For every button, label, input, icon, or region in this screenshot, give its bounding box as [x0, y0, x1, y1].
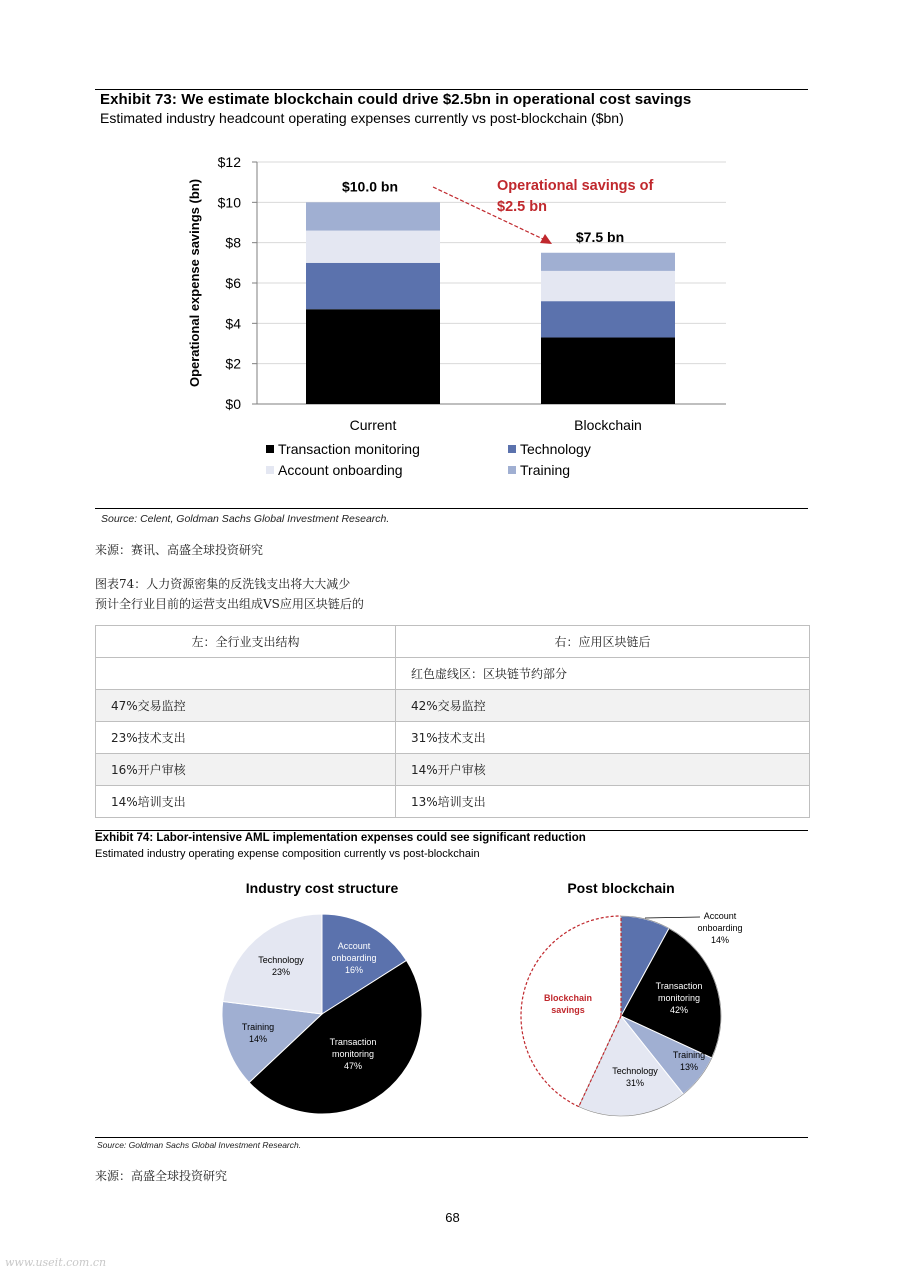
slice-label: Technology	[612, 1066, 658, 1076]
exhibit74-rule	[95, 830, 808, 831]
slice-label: 23%	[271, 967, 291, 977]
y-tick-label: $10	[217, 194, 241, 211]
table-cell-right: 14%开户审核	[396, 754, 810, 786]
total-data-label: $7.5 bn	[575, 228, 625, 245]
y-tick-label: $8	[225, 234, 241, 251]
slice-label: Training	[241, 1022, 275, 1032]
table-header-right: 右：应用区块链后	[396, 626, 810, 658]
legend-swatch	[266, 466, 274, 474]
table-header-row	[96, 626, 810, 658]
cn-exhibit74-subtitle: 预计全行业目前的运营支出组成VS应用区块链后的	[95, 597, 364, 611]
slice-label: 31%	[625, 1078, 645, 1088]
table-row	[96, 722, 810, 754]
watermark: www.useit.com.cn	[5, 1256, 107, 1269]
exhibit73-source: Source: Celent, Goldman Sachs Global Investment Research.	[101, 513, 390, 525]
stacked-bar-chart	[0, 0, 905, 500]
slice-label: 47%	[343, 1061, 363, 1071]
table-cell-left: 23%技术支出	[96, 722, 396, 754]
savings-label: Blockchain	[543, 993, 593, 1003]
legend-label: Technology	[520, 441, 591, 457]
table-cell-right: 13%培训支出	[396, 786, 810, 818]
bar-segment	[306, 263, 440, 309]
slice-label: monitoring	[331, 1049, 375, 1059]
y-tick-label: $2	[225, 355, 241, 372]
table-cell-left: 47%交易监控	[96, 690, 396, 722]
slice-label: Transaction	[329, 1037, 377, 1047]
legend-label: Account onboarding	[278, 462, 403, 478]
legend-swatch	[508, 445, 516, 453]
savings-annotation-line1: Operational savings of	[497, 178, 654, 194]
slice-label: 14%	[248, 1034, 268, 1044]
total-data-label: $10.0 bn	[341, 178, 399, 195]
slice-label: 14%	[710, 935, 730, 945]
slice-label: Training	[672, 1050, 706, 1060]
table-note-right: 红色虚线区：区块链节约部分	[396, 658, 810, 690]
legend-label: Training	[520, 462, 571, 478]
page-number: 68	[445, 1210, 460, 1225]
exhibit74-subtitle: Estimated industry operating expense composition currently vs post-blockchain	[95, 848, 480, 860]
exhibit73-subtitle: Estimated industry headcount operating expenses currently vs post-blockchain ($bn)	[100, 110, 624, 126]
exhibit73-title: Exhibit 73: We estimate blockchain could drive $2.5bn in operational cost savings	[100, 91, 692, 108]
slice-label: Technology	[258, 955, 304, 965]
savings-label: savings	[551, 1005, 585, 1015]
cn-exhibit74-title: 图表74：人力资源密集的反洗钱支出将大大减少	[95, 577, 351, 591]
table-cell-right: 31%技术支出	[396, 722, 810, 754]
bar-segment	[541, 337, 675, 404]
legend-swatch	[508, 466, 516, 474]
bar-segment	[541, 253, 675, 271]
table-row	[96, 754, 810, 786]
source-rule	[95, 508, 808, 509]
x-tick-label: Blockchain	[574, 417, 642, 433]
y-tick-label: $0	[225, 396, 241, 412]
table-note-row	[96, 658, 810, 690]
pie2-title: Post blockchain	[567, 880, 675, 896]
callout-line	[645, 917, 700, 918]
slice-label: monitoring	[657, 993, 701, 1003]
table-header-left: 左：全行业支出结构	[96, 626, 396, 658]
slice-label: Transaction	[655, 981, 703, 991]
slice-label: onboarding	[331, 953, 377, 963]
comparison-table	[95, 625, 810, 818]
bar-segment	[306, 231, 440, 263]
cn-source-73: 来源：赛讯、高盛全球投资研究	[95, 543, 264, 557]
x-tick-label: Current	[349, 417, 397, 433]
table-row	[96, 786, 810, 818]
exhibit74-source-rule	[95, 1137, 808, 1138]
table-cell-left: 14%培训支出	[96, 786, 396, 818]
y-axis-label: Operational expense savings (bn)	[187, 178, 202, 388]
table-cell-right: 42%交易监控	[396, 690, 810, 722]
legend-swatch	[266, 445, 274, 453]
pie-charts	[0, 860, 905, 1130]
table-row	[96, 690, 810, 722]
bar-segment	[541, 271, 675, 301]
slice-label: onboarding	[697, 923, 743, 933]
pie1-title: Industry cost structure	[245, 880, 399, 896]
slice-label: 42%	[669, 1005, 689, 1015]
slice-label: Account	[703, 911, 737, 921]
y-tick-label: $12	[217, 154, 241, 170]
slice-label: 16%	[344, 965, 364, 975]
bar-segment	[306, 309, 440, 404]
savings-annotation-line2: $2.5 bn	[497, 199, 547, 215]
table-note-left	[96, 658, 396, 690]
cn-source-74: 来源：高盛全球投资研究	[95, 1169, 228, 1183]
exhibit74-title: Exhibit 74: Labor-intensive AML implementation expenses could see significant reduction	[95, 832, 586, 844]
slice-label: 13%	[679, 1062, 699, 1072]
slice-label: Account	[337, 941, 371, 951]
exhibit74-source: Source: Goldman Sachs Global Investment Research.	[97, 1140, 302, 1150]
table-cell-left: 16%开户审核	[96, 754, 396, 786]
bar-segment	[541, 301, 675, 337]
bar-segment	[306, 202, 440, 230]
y-tick-label: $6	[225, 275, 241, 291]
legend-label: Transaction monitoring	[278, 441, 420, 457]
y-tick-label: $4	[225, 315, 241, 332]
